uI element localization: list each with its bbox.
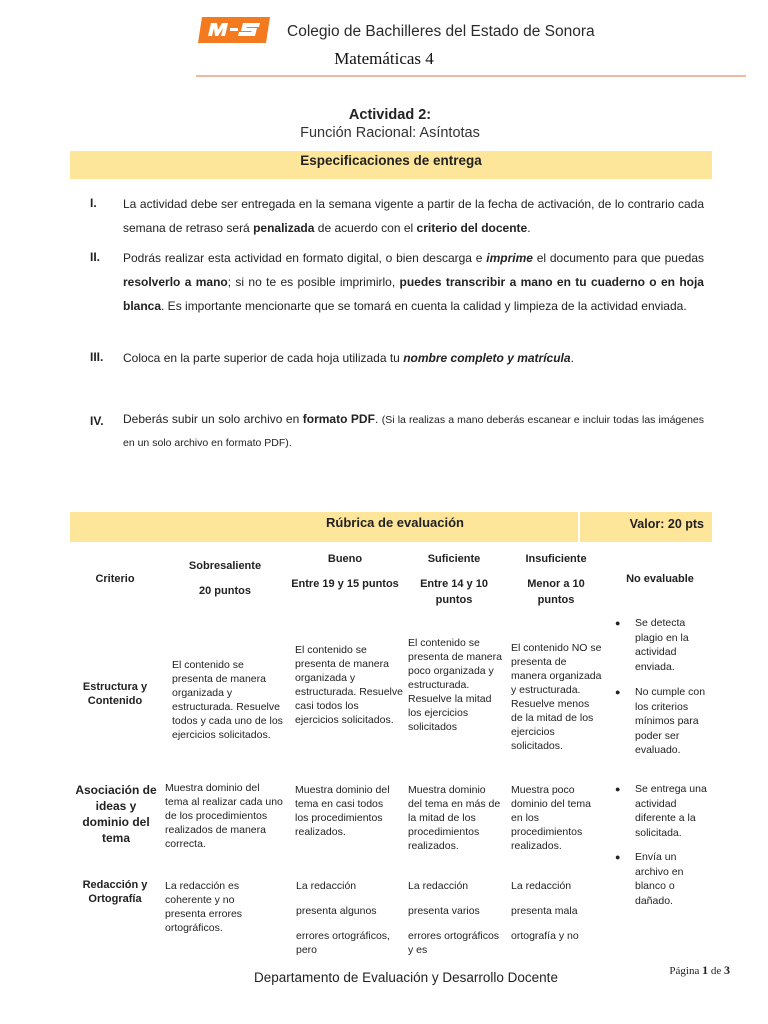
- header-criterio: Criterio: [95, 573, 135, 585]
- header-insuficiente: Insuficiente: [525, 553, 587, 565]
- cell-insuficiente-line-3: ortografía y no: [511, 930, 579, 942]
- cell-insuficiente-line-2: presenta mala: [511, 905, 578, 917]
- row-criterion-asociacion: Asociación de ideas y dominio del tema: [75, 783, 157, 845]
- spec-item-text: Coloca en la parte superior de cada hoja utilizada tu nombre completo y matrícula.: [123, 351, 574, 365]
- cell-bueno-line-3: errores ortográficos, pero: [296, 930, 390, 956]
- cell-insuficiente: El contenido NO se presenta de manera organizada y estructurada. Resuelve menos de la mitad de los ejercicios solicitados.: [511, 642, 602, 752]
- activity-subtitle: Función Racional: Asíntotas: [300, 125, 480, 141]
- institution-name: Colegio de Bachilleres del Estado de Sonora: [287, 23, 595, 40]
- course-name: Matemáticas 4: [334, 49, 434, 68]
- spec-item-text: La actividad debe ser entregada en la semana vigente a partir de la fecha de activación, de lo contrario cada semana de retraso será penalizada de acuerdo con el criterio del docente.: [123, 197, 704, 235]
- cbs-logo-icon: [196, 16, 272, 44]
- rubric-value: Valor: 20 pts: [629, 517, 704, 531]
- cell-sobresaliente: El contenido se presenta de manera organizada y estructurada. Resuelve todos y cada uno de los ejercicios solicitados.: [172, 659, 283, 741]
- cell-suficiente: El contenido se presenta de manera poco organizada y estructurada. Resuelve la mitad los ejercicios solicitados: [408, 637, 502, 733]
- cell-insuficiente-line-1: La redacción: [511, 880, 572, 892]
- row-criterion-estructura: Estructura y Contenido: [82, 681, 148, 707]
- header-sobresaliente-points: 20 puntos: [199, 585, 251, 597]
- page-number: Página 1 de 3: [669, 963, 730, 977]
- spec-item-number: I.: [90, 196, 97, 210]
- cell-suficiente-line-1: La redacción: [408, 880, 469, 892]
- spec-item-number: IV.: [90, 414, 104, 428]
- cell-suficiente-line-2: presenta varios: [408, 905, 480, 917]
- cell-sobresaliente: Muestra dominio del tema al realizar cada uno de los procedimientos realizados de manera correcta.: [165, 782, 283, 850]
- activity-title: Actividad 2:: [348, 107, 432, 123]
- header-insuficiente-points: Menor a 10 puntos: [527, 578, 585, 606]
- cell-suficiente: Muestra dominio del tema en más de la mitad de los procedimientos realizados.: [408, 784, 501, 852]
- cell-bueno: Muestra dominio del tema en casi todos los procedimientos realizados.: [295, 784, 390, 838]
- specs-heading: Especificaciones de entrega: [70, 151, 712, 179]
- spec-item-number: II.: [90, 250, 101, 264]
- bullet-icon: ●: [615, 618, 621, 628]
- bullet-icon: ●: [615, 687, 621, 697]
- header-bueno-points: Entre 19 y 15 puntos: [291, 578, 399, 590]
- rubric-title: Rúbrica de evaluación: [326, 515, 464, 530]
- header-sobresaliente: Sobresaliente: [188, 560, 262, 572]
- header-divider: [196, 75, 746, 77]
- header-no-evaluable: No evaluable: [626, 573, 694, 585]
- spec-item-text: Deberás subir un solo archivo en formato PDF. (Si la realizas a mano deberás escanear e incluir todas las imágenes en un solo archivo en formato PDF).: [123, 412, 705, 449]
- rubric-heading-bar: [70, 512, 712, 542]
- header-suficiente: Suficiente: [427, 553, 481, 565]
- cell-bueno-line-1: La redacción: [296, 880, 357, 892]
- rubric-heading-divider: [578, 512, 580, 542]
- header-suficiente-points: Entre 14 y 10 puntos: [420, 578, 488, 606]
- bullet-icon: ●: [615, 852, 621, 862]
- cell-bueno-line-2: presenta algunos: [296, 905, 377, 917]
- row-criterion-redaccion: Redacción y Ortografía: [82, 879, 148, 905]
- cell-suficiente-line-3: errores ortográficos y es: [408, 930, 500, 956]
- spec-item-text: Podrás realizar esta actividad en formato digital, o bien descarga e imprime el documento para que puedas resolverlo a mano; si no te es posible imprimirlo, puedes transcribir a mano en tu cuaderno o en hoja blanca. Es importante mencionarte que se tomará en cuenta la calidad y limpieza de la actividad enviada.: [123, 251, 704, 313]
- footer-department: Departamento de Evaluación y Desarrollo Docente: [254, 970, 558, 985]
- cell-bueno: El contenido se presenta de manera organizada y estructurada. Resuelve casi todos los ejercicios solicitados.: [295, 644, 403, 726]
- header-bueno: Bueno: [327, 553, 363, 565]
- spec-item-number: III.: [90, 350, 104, 364]
- cell-insuficiente: Muestra poco dominio del tema en los procedimientos realizados.: [511, 784, 591, 852]
- bullet-icon: ●: [615, 784, 621, 794]
- cell-sobresaliente: La redacción es coherente y no presenta errores ortográficos.: [165, 880, 243, 934]
- page-header: [0, 0, 768, 80]
